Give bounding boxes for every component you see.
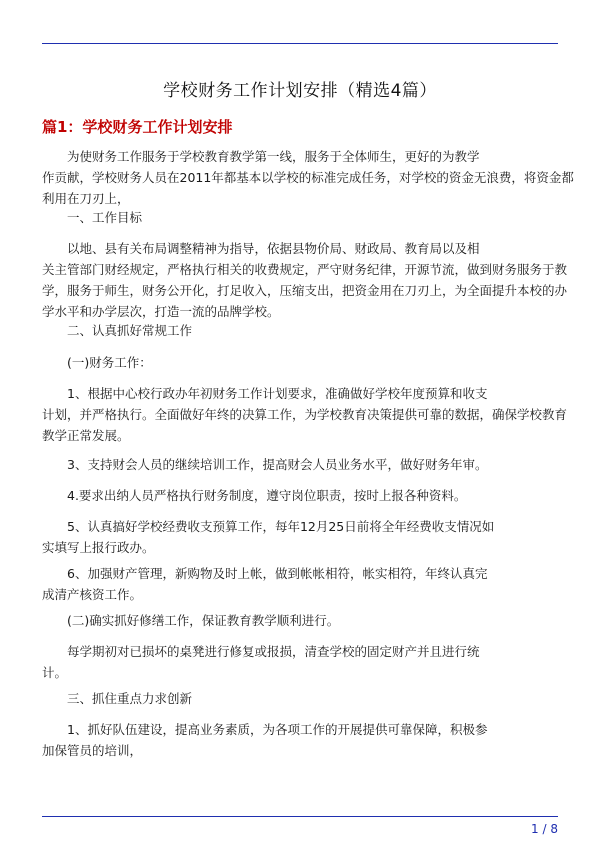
text-line: 1、根据中心校行政办年初财务工作计划要求，准确做好学校年度预算和收支	[67, 386, 488, 401]
paragraph-repairs	[42, 641, 558, 683]
text-line: 计划，并严格执行。全面做好年终的决算工作，为学校教育决策提供可靠的数据，确保学校教育	[42, 407, 568, 422]
text-line: 关主管部门财经规定，严格执行相关的收费规定，严守财务纪律，开源节流，做到财务服务于教	[42, 262, 568, 277]
text-line: (一)财务工作：	[67, 355, 152, 370]
footer-rule	[42, 816, 558, 817]
page-indicator: 1 / 8	[531, 822, 558, 836]
text-line: 教学正常发展。	[42, 428, 130, 443]
subheading-finance	[42, 352, 558, 373]
text-line: 学，服务于师生，财务公开化，打足收入，压缩支出，把资金用在刀刃上，为全面提升本校的办	[42, 283, 568, 298]
text-line: 5、认真搞好学校经费收支预算工作，每年12月25日前将全年经费收支情况如	[67, 519, 495, 534]
text-line: 为使财务工作服务于学校教育教学第一线，服务于全体师生，更好的为教学	[67, 149, 480, 164]
text-line: 4.要求出纳人员严格执行财务制度，遵守岗位职责，按时上报各种资料。	[67, 488, 467, 503]
text-line: 作贡献，学校财务人员在2011年都基本以学校的标准完成任务，对学校的资金无浪费，将资金都	[42, 170, 574, 185]
paragraph-intro	[42, 146, 574, 209]
text-line: 三、抓住重点力求创新	[67, 691, 193, 706]
paragraph-item-6	[42, 563, 558, 605]
text-line: 二、认真抓好常规工作	[67, 323, 193, 338]
paragraph-item-5	[42, 516, 558, 558]
paragraph-item-1	[42, 383, 568, 446]
subheading-repairs	[42, 610, 558, 631]
text-line: 学水平和办学层次，打造一流的品牌学校。	[42, 304, 280, 319]
heading-goals	[42, 207, 558, 228]
paragraph-item-4	[42, 485, 558, 506]
text-line: 实填写上报行政办。	[42, 540, 155, 555]
paragraph-item-3	[42, 454, 558, 475]
heading-routine	[42, 320, 558, 341]
text-line: 加保管员的培训，	[42, 743, 143, 758]
text-line: 1、抓好队伍建设，提高业务素质，为各项工作的开展提供可靠保障，积极参	[67, 722, 488, 737]
text-line: 利用在刀刃上，	[42, 191, 130, 206]
text-line: 计。	[42, 665, 68, 680]
text-line: (二)确实抓好修缮工作，保证教育教学顺利进行。	[67, 613, 340, 628]
section-heading: 篇1：学校财务工作计划安排	[42, 118, 233, 136]
header-rule	[42, 43, 558, 44]
paragraph-goals	[42, 238, 568, 322]
text-line: 成清产核资工作。	[42, 587, 143, 602]
text-line: 3、支持财会人员的继续培训工作，提高财会人员业务水平，做好财务年审。	[67, 457, 488, 472]
text-line: 以地、县有关布局调整精神为指导，依据县物价局、财政局、教育局以及相	[67, 241, 480, 256]
text-line: 6、加强财产管理，新购物及时上帐，做到帐帐相符，帐实相符，年终认真完	[67, 566, 488, 581]
text-line: 每学期初对已损坏的桌凳进行修复或报损，清查学校的固定财产并且进行统	[67, 644, 480, 659]
document-title: 学校财务工作计划安排（精选4篇）	[163, 81, 437, 101]
text-line: 一、工作目标	[67, 210, 143, 225]
paragraph-team	[42, 719, 558, 761]
heading-focus	[42, 688, 558, 709]
